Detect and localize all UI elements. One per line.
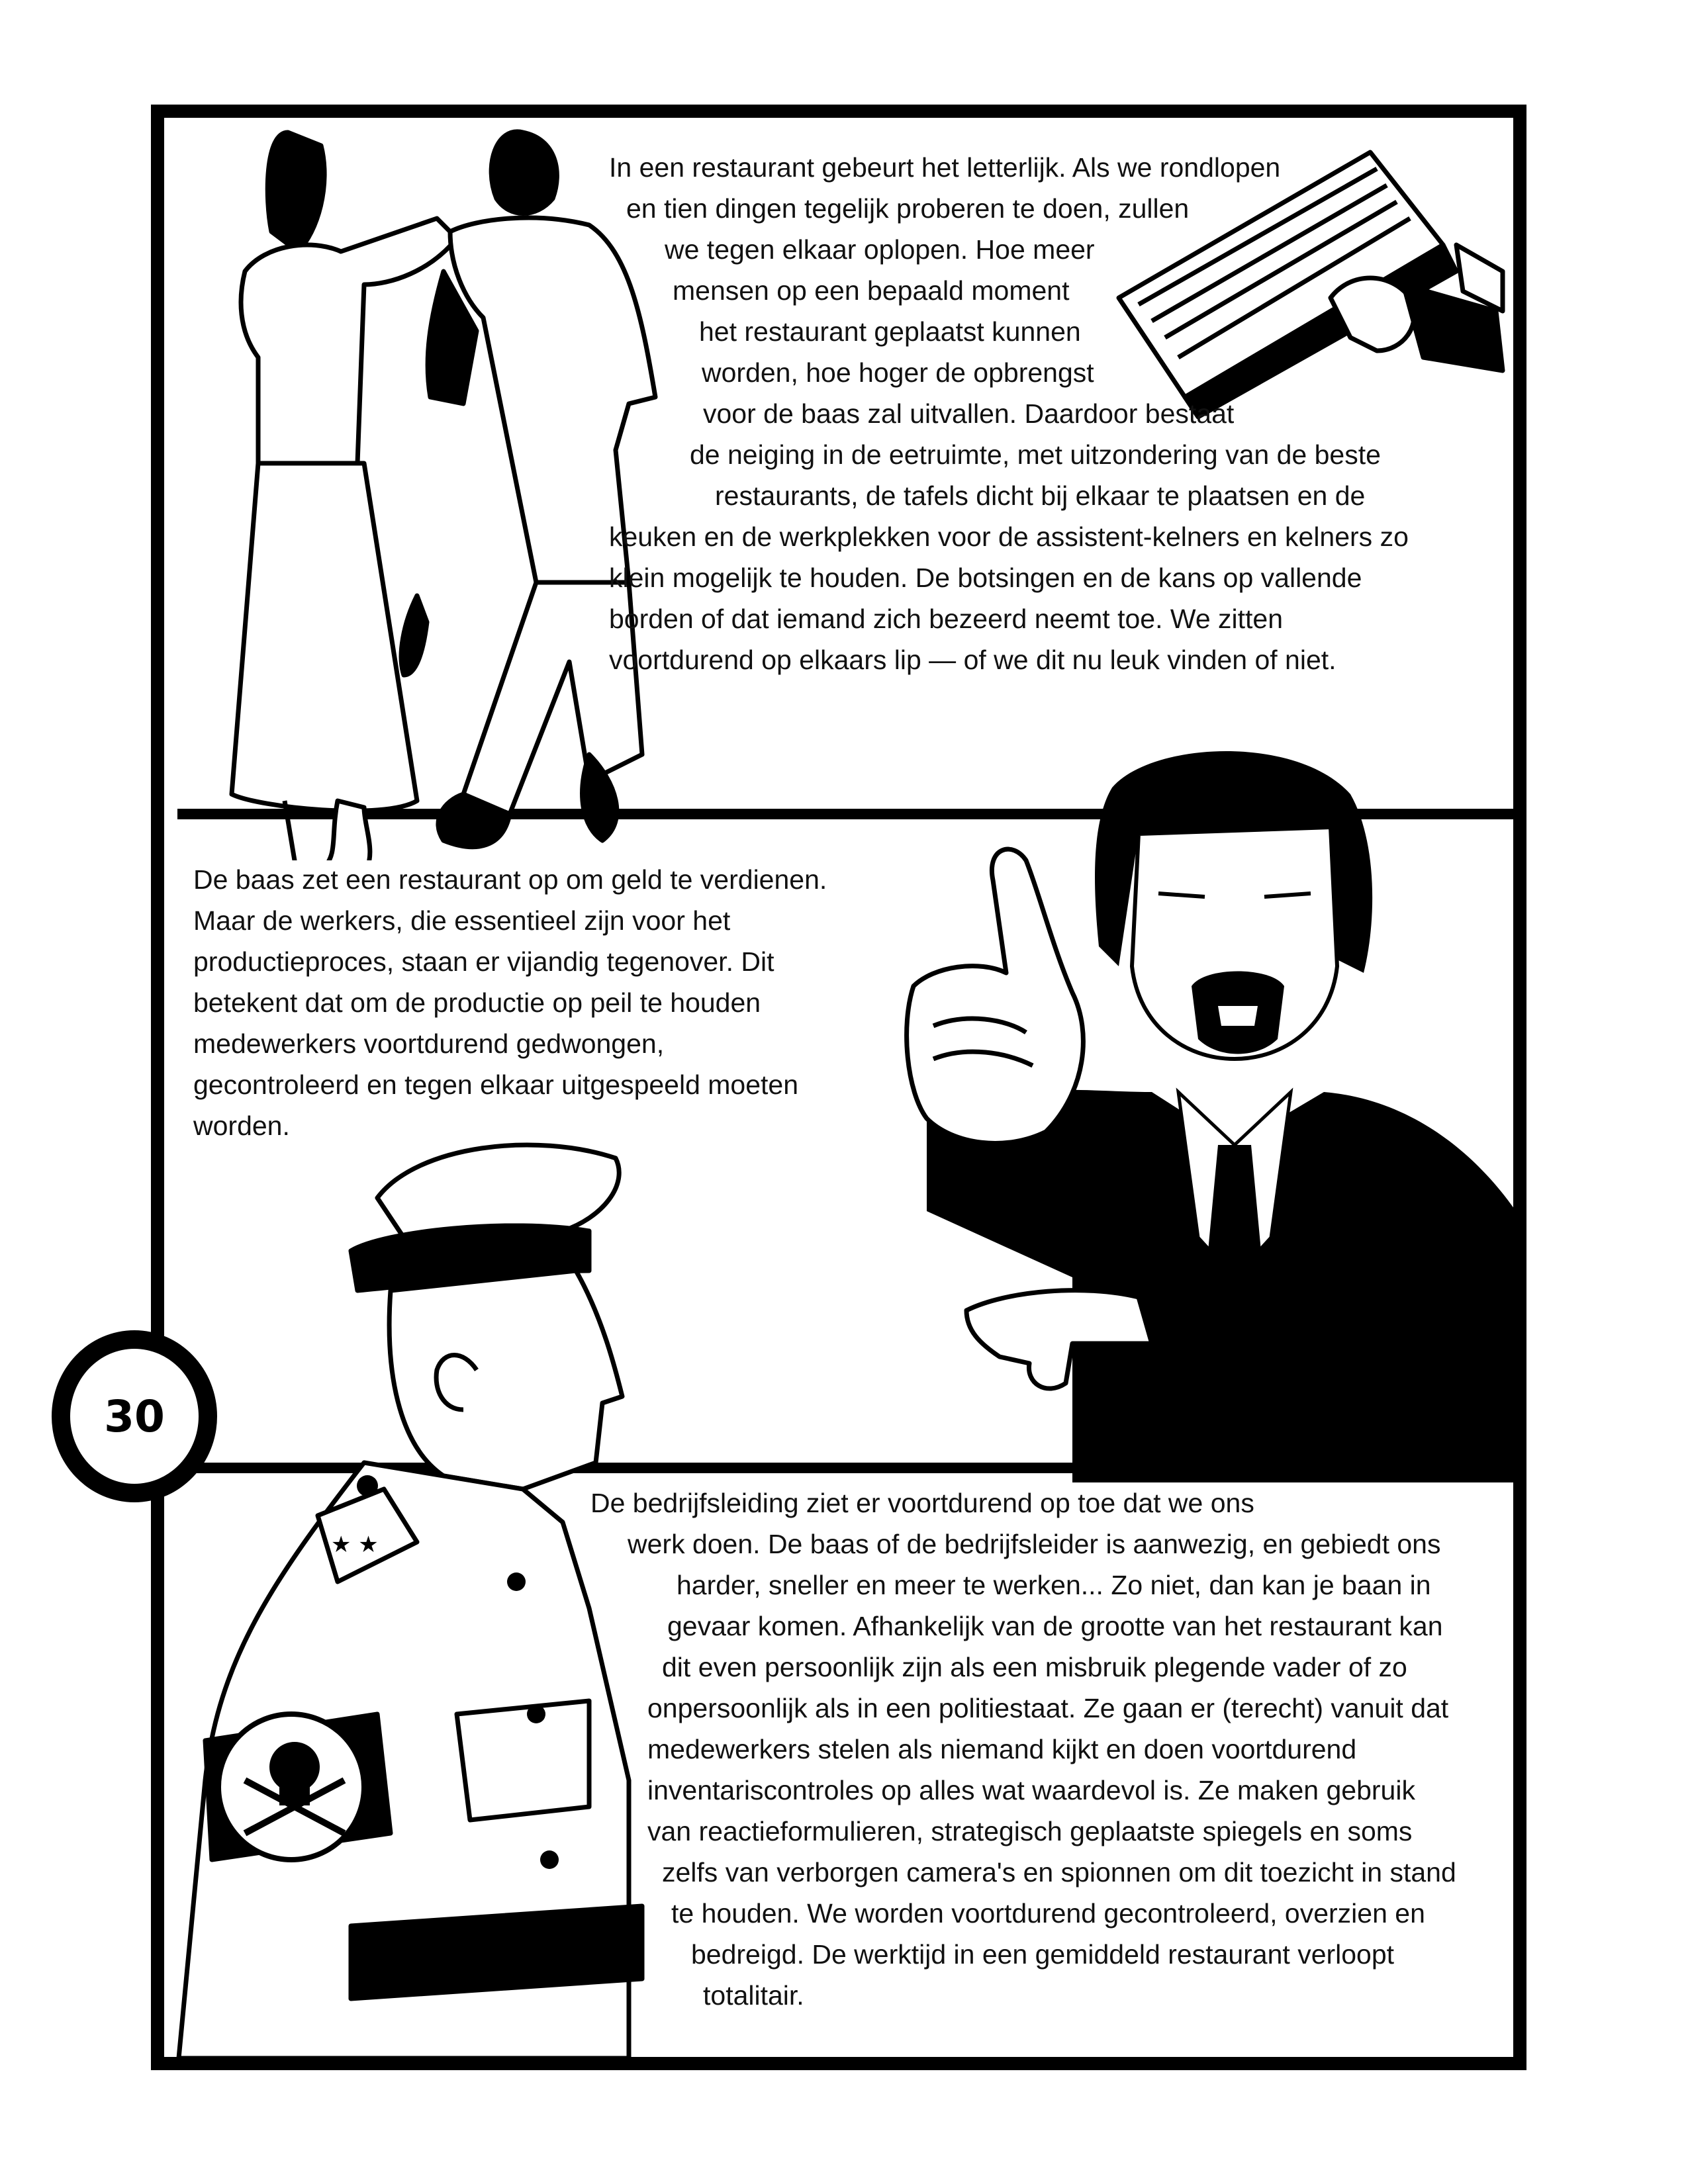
officer-with-skull-armband-illustration bbox=[165, 1118, 669, 2058]
text-line: harder, sneller en meer te werken... Zo niet, dan kan je baan in bbox=[677, 1570, 1431, 1600]
text-line: mensen op een bepaald moment bbox=[673, 275, 1070, 306]
text-line: we tegen elkaar oplopen. Hoe meer bbox=[665, 234, 1095, 265]
text-line: voortdurend op elkaars lip — of we dit nu leuk vinden of niet. bbox=[609, 645, 1336, 675]
text-line: worden, hoe hoger de opbrengst bbox=[702, 357, 1094, 388]
two-people-bumping-illustration bbox=[165, 119, 708, 860]
text-line: klein mogelijk te houden. De botsingen en de kans op vallende bbox=[609, 563, 1362, 593]
text-line: In een restaurant gebeurt het letterlijk. Als we rondlopen bbox=[609, 152, 1281, 183]
text-line: dit even persoonlijk zijn als een misbruik plegende vader of zo bbox=[662, 1652, 1407, 1682]
text-line: betekent dat om de productie op peil te houden bbox=[193, 987, 761, 1018]
svg-text:★ ★: ★ ★ bbox=[331, 1531, 379, 1558]
text-line: de neiging in de eetruimte, met uitzondering van de beste bbox=[690, 439, 1381, 470]
text-line: medewerkers voortdurend gedwongen, bbox=[193, 1028, 665, 1059]
text-line: zelfs van verborgen camera's en spionnen om dit toezicht in stand bbox=[662, 1857, 1456, 1888]
page-number: 30 bbox=[104, 1390, 165, 1442]
text-line: onpersoonlijk als in een politiestaat. Ze gaan er (terecht) vanuit dat bbox=[647, 1693, 1449, 1723]
pointing-boss-illustration bbox=[874, 748, 1526, 1482]
text-line: productieproces, staan er vijandig tegenover. Dit bbox=[193, 946, 774, 977]
text-line: inventariscontroles op alles wat waardevol is. Ze maken gebruik bbox=[647, 1775, 1415, 1805]
text-line: De bedrijfsleiding ziet er voortdurend op toe dat we ons bbox=[590, 1488, 1254, 1518]
text-line: voor de baas zal uitvallen. Daardoor bestaat bbox=[703, 398, 1235, 429]
text-line: en tien dingen tegelijk proberen te doen, zullen bbox=[626, 193, 1190, 224]
text-line: bedreigd. De werktijd in een gemiddeld restaurant verloopt bbox=[691, 1939, 1395, 1970]
text-line: werk doen. De baas of de bedrijfsleider is aanwezig, en gebiedt ons bbox=[628, 1529, 1441, 1559]
text-line: medewerkers stelen als niemand kijkt en doen voortdurend bbox=[647, 1734, 1357, 1764]
text-line: restaurants, de tafels dicht bij elkaar te plaatsen en de bbox=[715, 480, 1366, 511]
text-line: De baas zet een restaurant op om geld te verdienen. bbox=[193, 864, 827, 895]
text-line: worden. bbox=[193, 1111, 290, 1141]
text-line: keuken en de werkplekken voor de assistent-kelners en kelners zo bbox=[609, 522, 1409, 552]
text-line: Maar de werkers, die essentieel zijn voor het bbox=[193, 905, 731, 936]
text-line: van reactieformulieren, strategisch geplaatste spiegels en soms bbox=[647, 1816, 1413, 1846]
text-line: borden of dat iemand zich bezeerd neemt toe. We zitten bbox=[609, 604, 1284, 634]
text-line: totalitair. bbox=[703, 1980, 804, 2011]
text-line: gevaar komen. Afhankelijk van de grootte van het restaurant kan bbox=[667, 1611, 1443, 1641]
text-line: te houden. We worden voortdurend gecontroleerd, overzien en bbox=[671, 1898, 1425, 1929]
text-line: het restaurant geplaatst kunnen bbox=[699, 316, 1081, 347]
text-line: gecontroleerd en tegen elkaar uitgespeeld moeten bbox=[193, 1069, 799, 1100]
